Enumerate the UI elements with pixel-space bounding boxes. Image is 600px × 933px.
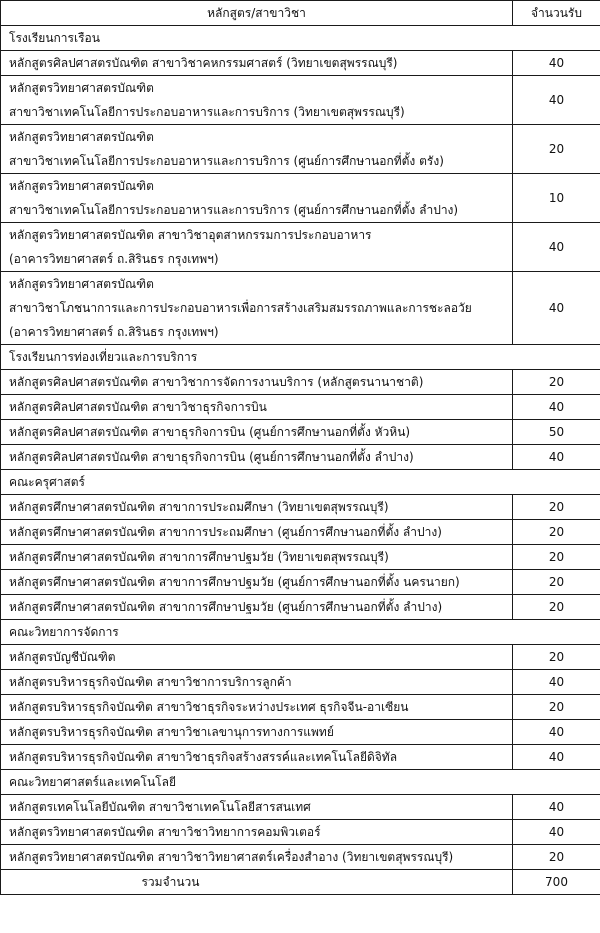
- program-name-line: หลักสูตรบัญชีบัณฑิต: [9, 650, 116, 664]
- program-name-line: สาขาวิชาเทคโนโลยีการประกอบอาหารและการบริการ (วิทยาเขตสุพรรณบุรี): [9, 105, 405, 119]
- program-count: 20: [513, 370, 600, 395]
- program-row: [1, 51, 600, 76]
- program-name-line: สาขาวิชาเทคโนโลยีการประกอบอาหารและการบริการ (ศูนย์การศึกษานอกที่ตั้ง ลำปาง): [9, 203, 459, 217]
- program-row: [1, 223, 600, 272]
- program-row: [1, 395, 600, 420]
- program-name-line: หลักสูตรวิทยาศาสตรบัณฑิต สาขาวิชาอุตสาหกรรมการประกอบอาหาร: [9, 228, 372, 242]
- program-row: [1, 174, 600, 223]
- program-row: [1, 76, 600, 125]
- program-name-line: หลักสูตรวิทยาศาสตรบัณฑิต: [9, 130, 154, 144]
- program-count: 40: [513, 223, 600, 272]
- program-name: [1, 420, 513, 445]
- program-name: [1, 695, 513, 720]
- program-name: [1, 720, 513, 745]
- program-name: [1, 272, 513, 345]
- program-row: [1, 125, 600, 174]
- section-header-row: [1, 470, 600, 495]
- program-row: [1, 645, 600, 670]
- program-name: [1, 795, 513, 820]
- section-title: คณะครุศาสตร์: [1, 470, 600, 495]
- program-name-line: หลักสูตรศึกษาศาสตรบัณฑิต สาขาการศึกษาปฐมวัย (วิทยาเขตสุพรรณบุรี): [9, 550, 389, 564]
- program-count: 20: [513, 695, 600, 720]
- program-name-line: หลักสูตรบริหารธุรกิจบัณฑิต สาขาวิชาธุรกิจระหว่างประเทศ ธุรกิจจีน-อาเซียน: [9, 700, 409, 714]
- program-name-line: หลักสูตรบริหารธุรกิจบัณฑิต สาขาวิชาธุรกิจสร้างสรรค์และเทคโนโลยีดิจิทัล: [9, 750, 398, 764]
- program-name-line: หลักสูตรศึกษาศาสตรบัณฑิต สาขาการศึกษาปฐมวัย (ศูนย์การศึกษานอกที่ตั้ง ลำปาง): [9, 600, 443, 614]
- total-count: 700: [513, 870, 600, 895]
- program-name-line: หลักสูตรศิลปศาสตรบัณฑิต สาขาวิชาการจัดการงานบริการ (หลักสูตรนานาชาติ): [9, 375, 424, 389]
- section-title: โรงเรียนการเรือน: [1, 26, 600, 51]
- program-count: 20: [513, 645, 600, 670]
- program-name-line: หลักสูตรวิทยาศาสตรบัณฑิต: [9, 277, 154, 291]
- program-count: 40: [513, 445, 600, 470]
- table-body: [1, 1, 600, 895]
- program-name-line: หลักสูตรวิทยาศาสตรบัณฑิต: [9, 81, 154, 95]
- program-count: 20: [513, 570, 600, 595]
- section-title: คณะวิทยาศาสตร์และเทคโนโลยี: [1, 770, 600, 795]
- program-name-line: หลักสูตรวิทยาศาสตรบัณฑิต สาขาวิชาวิทยาการคอมพิวเตอร์: [9, 825, 321, 839]
- program-name-line: หลักสูตรศิลปศาสตรบัณฑิต สาขาธุรกิจการบิน (ศูนย์การศึกษานอกที่ตั้ง ลำปาง): [9, 450, 414, 464]
- program-name-line: หลักสูตรศิลปศาสตรบัณฑิต สาขาธุรกิจการบิน (ศูนย์การศึกษานอกที่ตั้ง หัวหิน): [9, 425, 411, 439]
- program-count: 40: [513, 795, 600, 820]
- program-count: 20: [513, 495, 600, 520]
- program-name: [1, 495, 513, 520]
- program-name-line: (อาคารวิทยาศาสตร์ ถ.สิรินธร กรุงเทพฯ): [9, 325, 219, 339]
- program-name-line: หลักสูตรศิลปศาสตรบัณฑิต สาขาวิชาธุรกิจการบิน: [9, 400, 267, 414]
- program-name-line: หลักสูตรบริหารธุรกิจบัณฑิต สาขาวิชาเลขานุการทางการแพทย์: [9, 725, 334, 739]
- program-row: [1, 795, 600, 820]
- header-count: จำนวนรับ: [513, 1, 600, 26]
- program-row: [1, 745, 600, 770]
- program-count: 40: [513, 820, 600, 845]
- section-header-row: [1, 620, 600, 645]
- program-count: 40: [513, 51, 600, 76]
- program-row: [1, 520, 600, 545]
- program-count: 20: [513, 845, 600, 870]
- program-count: 40: [513, 745, 600, 770]
- program-name-line: (อาคารวิทยาศาสตร์ ถ.สิรินธร กรุงเทพฯ): [9, 252, 219, 266]
- program-name: [1, 395, 513, 420]
- program-row: [1, 445, 600, 470]
- total-row: [1, 870, 600, 895]
- program-name-line: หลักสูตรวิทยาศาสตรบัณฑิต: [9, 179, 154, 193]
- program-row: [1, 495, 600, 520]
- program-name: [1, 545, 513, 570]
- program-name: [1, 445, 513, 470]
- program-name: [1, 670, 513, 695]
- program-row: [1, 545, 600, 570]
- program-name: [1, 370, 513, 395]
- program-count: 20: [513, 595, 600, 620]
- header-program: หลักสูตร/สาขาวิชา: [1, 1, 513, 26]
- program-name-line: หลักสูตรศึกษาศาสตรบัณฑิต สาขาการศึกษาปฐมวัย (ศูนย์การศึกษานอกที่ตั้ง นครนายก): [9, 575, 460, 589]
- program-name-line: สาขาวิชาโภชนาการและการประกอบอาหารเพื่อการสร้างเสริมสมรรถภาพและการชะลอวัย: [9, 301, 472, 315]
- program-count: 40: [513, 272, 600, 345]
- program-row: [1, 370, 600, 395]
- program-count: 20: [513, 520, 600, 545]
- program-row: [1, 595, 600, 620]
- program-row: [1, 695, 600, 720]
- program-row: [1, 845, 600, 870]
- program-name: [1, 745, 513, 770]
- section-header-row: [1, 770, 600, 795]
- program-name-line: หลักสูตรวิทยาศาสตรบัณฑิต สาขาวิชาวิทยาศาสตร์เครื่องสำอาง (วิทยาเขตสุพรรณบุรี): [9, 850, 454, 864]
- program-name: [1, 645, 513, 670]
- program-count: 40: [513, 76, 600, 125]
- program-name-line: หลักสูตรเทคโนโลยีบัณฑิต สาขาวิชาเทคโนโลยีสารสนเทศ: [9, 800, 311, 814]
- program-row: [1, 720, 600, 745]
- program-count: 20: [513, 545, 600, 570]
- program-name-line: หลักสูตรศิลปศาสตรบัณฑิต สาขาวิชาคหกรรมศาสตร์ (วิทยาเขตสุพรรณบุรี): [9, 56, 398, 70]
- section-header-row: [1, 345, 600, 370]
- program-name-line: หลักสูตรบริหารธุรกิจบัณฑิต สาขาวิชาการบริการลูกค้า: [9, 675, 292, 689]
- program-count: 20: [513, 125, 600, 174]
- section-header-row: [1, 26, 600, 51]
- program-count: 10: [513, 174, 600, 223]
- program-name-line: หลักสูตรศึกษาศาสตรบัณฑิต สาขาการประถมศึกษา (ศูนย์การศึกษานอกที่ตั้ง ลำปาง): [9, 525, 442, 539]
- program-name: [1, 820, 513, 845]
- program-row: [1, 820, 600, 845]
- program-name: [1, 51, 513, 76]
- program-count: 40: [513, 395, 600, 420]
- program-name: [1, 520, 513, 545]
- section-title: โรงเรียนการท่องเที่ยวและการบริการ: [1, 345, 600, 370]
- program-name: [1, 595, 513, 620]
- section-title: คณะวิทยาการจัดการ: [1, 620, 600, 645]
- program-name: [1, 125, 513, 174]
- program-count: 40: [513, 670, 600, 695]
- program-name: [1, 174, 513, 223]
- program-name-line: สาขาวิชาเทคโนโลยีการประกอบอาหารและการบริการ (ศูนย์การศึกษานอกที่ตั้ง ตรัง): [9, 154, 444, 168]
- program-name: [1, 570, 513, 595]
- program-count: 50: [513, 420, 600, 445]
- total-label: รวมจำนวน: [1, 870, 513, 895]
- program-row: [1, 570, 600, 595]
- program-row: [1, 670, 600, 695]
- program-name-line: หลักสูตรศึกษาศาสตรบัณฑิต สาขาการประถมศึกษา (วิทยาเขตสุพรรณบุรี): [9, 500, 389, 514]
- program-name: [1, 76, 513, 125]
- program-name: [1, 845, 513, 870]
- table-header-row: [1, 1, 600, 26]
- program-count: 40: [513, 720, 600, 745]
- program-row: [1, 272, 600, 345]
- program-row: [1, 420, 600, 445]
- program-name: [1, 223, 513, 272]
